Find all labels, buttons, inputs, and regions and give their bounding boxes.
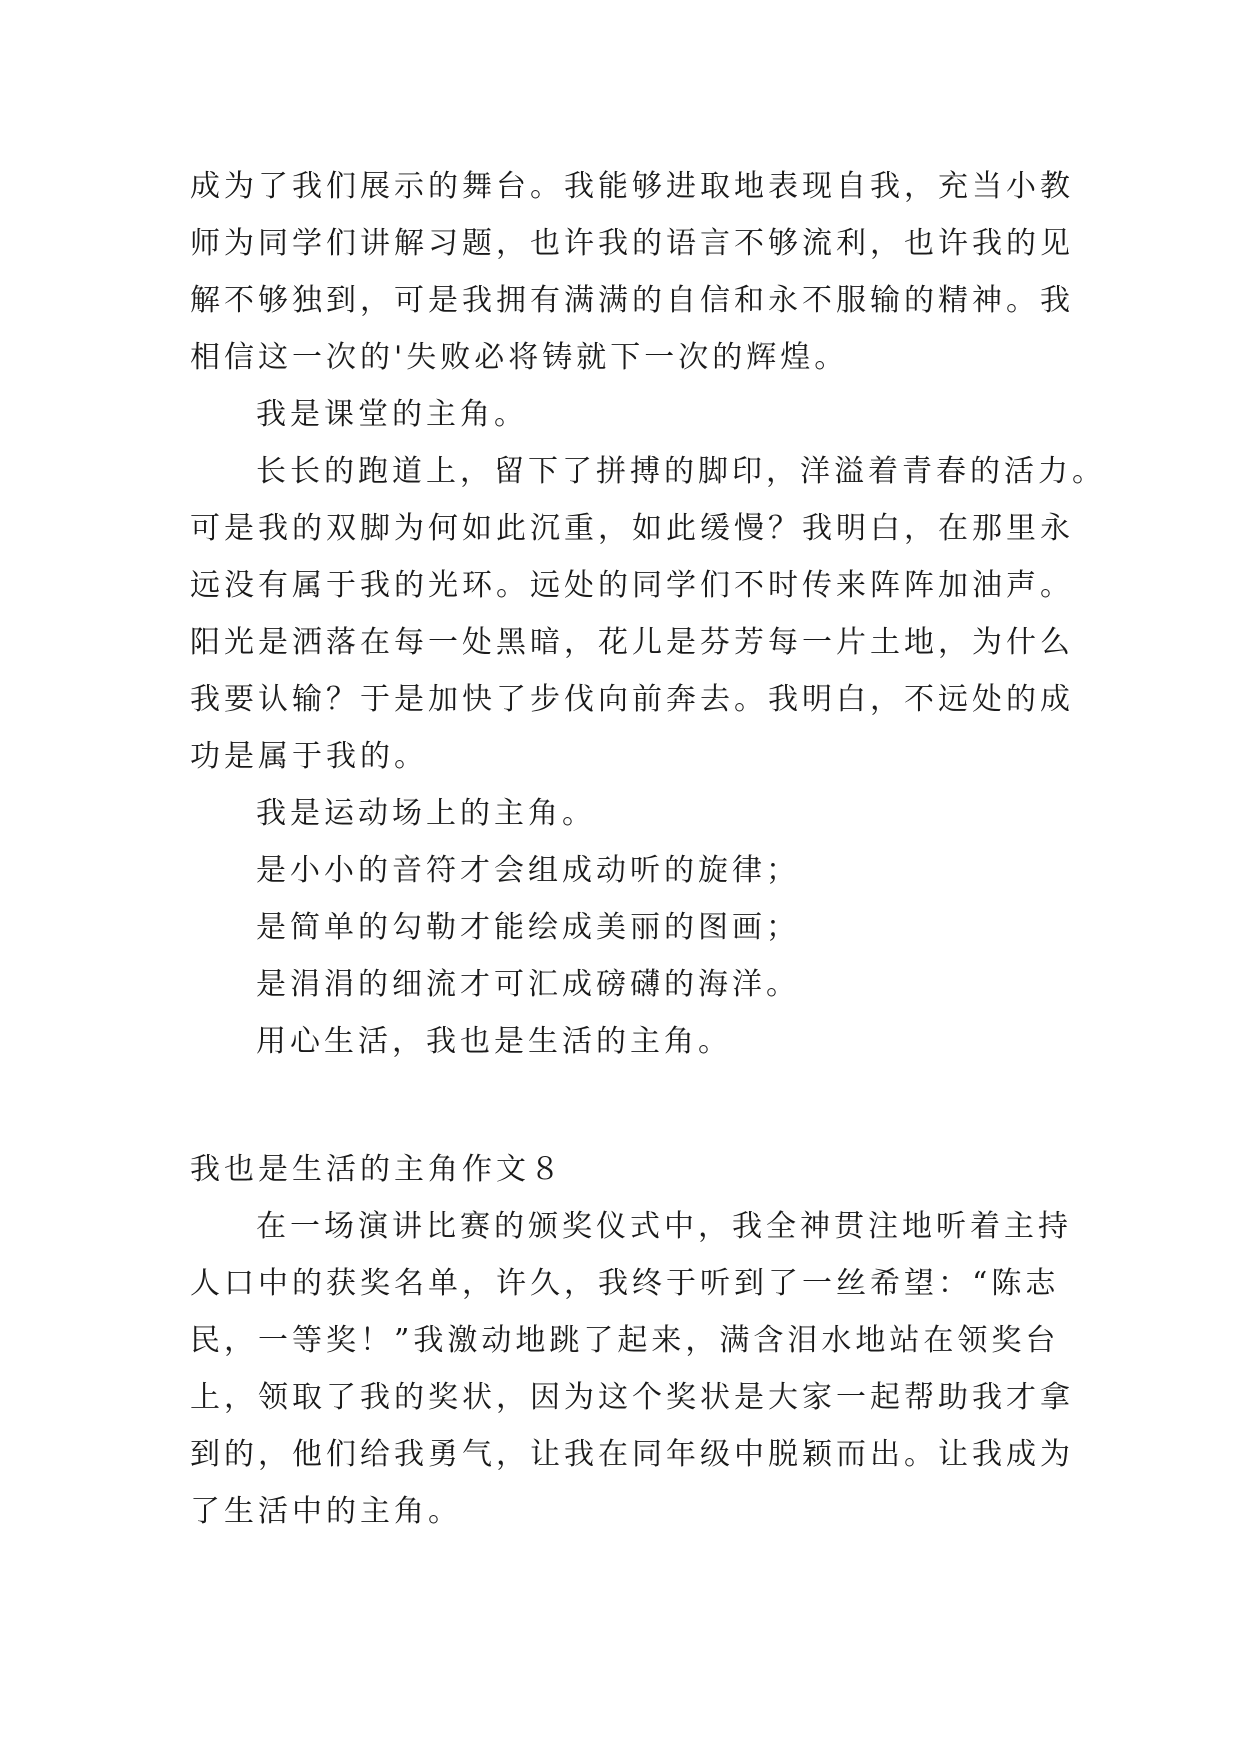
paragraph-line: 功是属于我的。	[190, 739, 428, 774]
paragraph-line: 解不够独到，可是我拥有满满的自信和永不服输的精神。我	[190, 283, 1074, 318]
poem-line: 是小小的音符才会组成动听的旋律；	[256, 853, 800, 888]
paragraph-line: 到的，他们给我勇气，让我在同年级中脱颖而出。让我成为	[190, 1437, 1074, 1472]
poem-line: 是涓涓的细流才可汇成磅礴的海洋。	[256, 967, 800, 1002]
paragraph-line: 在一场演讲比赛的颁奖仪式中，我全神贯注地听着主持	[256, 1209, 1072, 1244]
essay-title: 我也是生活的主角作文８	[190, 1152, 564, 1187]
paragraph-line: 人口中的获奖名单，许久，我终于听到了一丝希望：“陈志	[190, 1266, 1060, 1301]
paragraph-line: 师为同学们讲解习题，也许我的语言不够流利，也许我的见	[190, 226, 1074, 261]
paragraph-line: 远没有属于我的光环。远处的同学们不时传来阵阵加油声。	[190, 568, 1074, 603]
paragraph-line: 成为了我们展示的舞台。我能够进取地表现自我，充当小教	[190, 169, 1074, 204]
paragraph-line: 我要认输？于是加快了步伐向前奔去。我明白，不远处的成	[190, 682, 1074, 717]
paragraph-classroom: 我是课堂的主角。	[256, 397, 528, 432]
paragraph-line: 了生活中的主角。	[190, 1494, 462, 1529]
paragraph-line: 上，领取了我的奖状，因为这个奖状是大家一起帮助我才拿	[190, 1380, 1074, 1415]
poem-line: 用心生活，我也是生活的主角。	[256, 1024, 732, 1059]
paragraph-line: 阳光是洒落在每一处黑暗，花儿是芬芳每一片土地，为什么	[190, 625, 1074, 660]
paragraph-line: 相信这一次的'失败必将铸就下一次的辉煌。	[190, 340, 849, 375]
paragraph-line: 民，一等奖！”我激动地跳了起来，满含泪水地站在领奖台	[190, 1323, 1060, 1358]
paragraph-line: 长长的跑道上，留下了拼搏的脚印，洋溢着青春的活力。	[256, 454, 1106, 489]
paragraph-line: 可是我的双脚为何如此沉重，如此缓慢？我明白，在那里永	[190, 511, 1074, 546]
poem-line: 是简单的勾勒才能绘成美丽的图画；	[256, 910, 800, 945]
paragraph-sports: 我是运动场上的主角。	[256, 796, 596, 831]
